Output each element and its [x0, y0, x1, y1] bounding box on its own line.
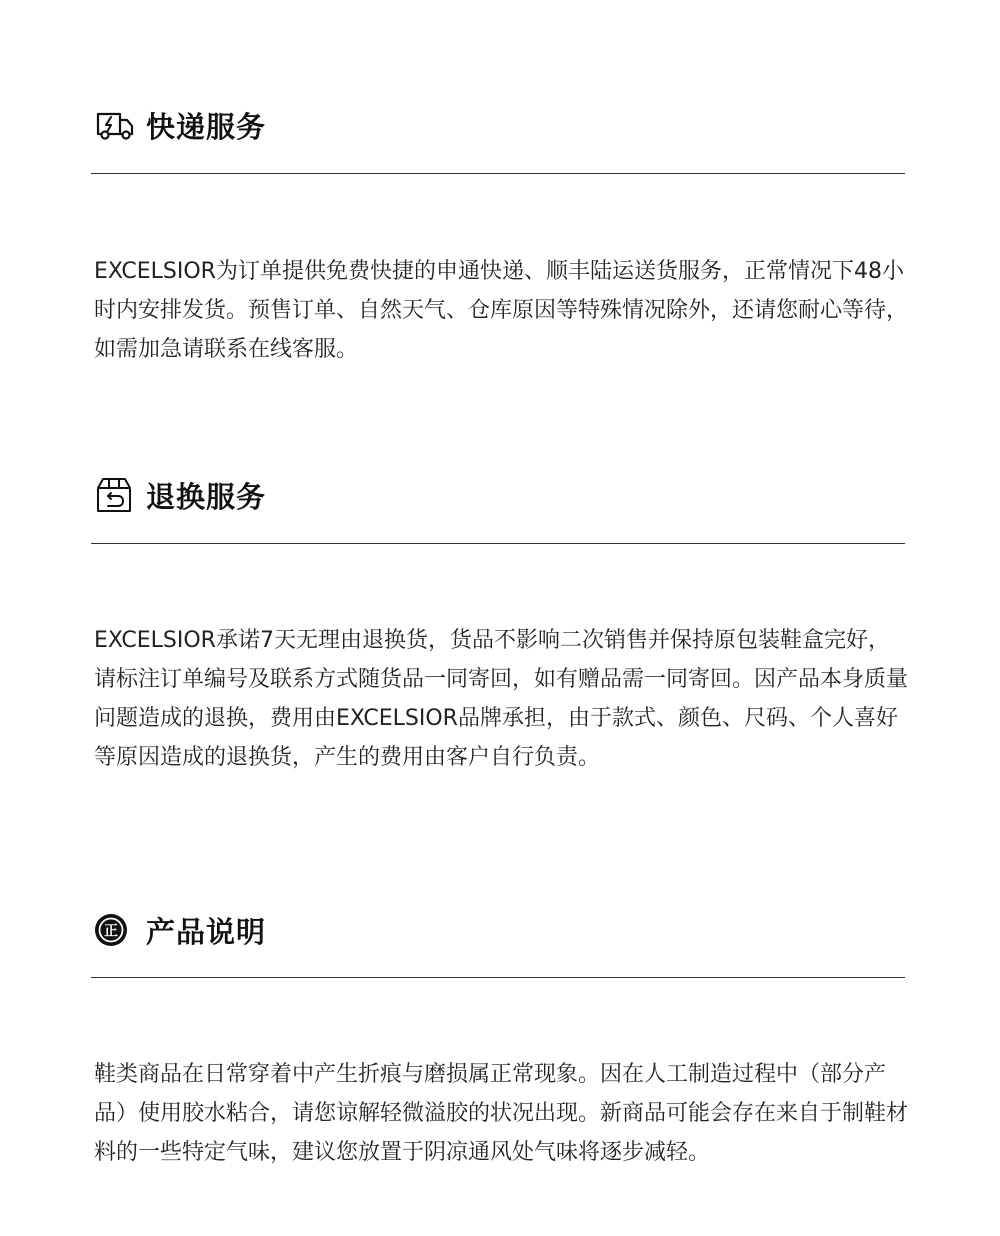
section-title-product: 产品说明 [146, 914, 267, 949]
delivery-truck-icon [94, 105, 136, 145]
section-header-return [94, 475, 266, 515]
section-body-return: EXCELSIOR承诺7天无理由退换货，货品不影响二次销售并保持原包装鞋盒完好，请标注订单编号及联系方式随货品一同寄回，如有赠品需一同寄回。因产品本身质量问题造成的退换，费用由EXCELSIOR品牌承担，由于款式、颜色、尺码、个人喜好等原因造成的退换货，产生的费用由客户自行负责。 [94, 628, 909, 770]
section-body-delivery: EXCELSIOR为订单提供免费快捷的申通快递、顺丰陆运送货服务，正常情况下48小时内安排发货。预售订单、自然天气、仓库原因等特殊情况除外，还请您耐心等待，如需加急请联系在线客服。 [94, 259, 909, 362]
section-header-delivery [94, 105, 266, 145]
genuine-shield-icon [94, 910, 136, 950]
section-title-return: 退换服务 [146, 479, 267, 514]
genuine-shield-char: 正 [104, 923, 118, 940]
section-title-delivery: 快递服务 [146, 109, 267, 144]
return-box-icon [94, 475, 136, 515]
section-header-product [94, 910, 266, 950]
section-body-product: 鞋类商品在日常穿着中产生折痕与磨损属正常现象。因在人工制造过程中（部分产品）使用胶水粘合，请您谅解轻微溢胶的状况出现。新商品可能会存在来自于制鞋材料的一些特定气味，建议您放置于阴凉通风处气味将逐步减轻。 [94, 1062, 909, 1165]
divider-product [91, 977, 905, 978]
divider-delivery [91, 173, 905, 174]
divider-return [91, 543, 905, 544]
